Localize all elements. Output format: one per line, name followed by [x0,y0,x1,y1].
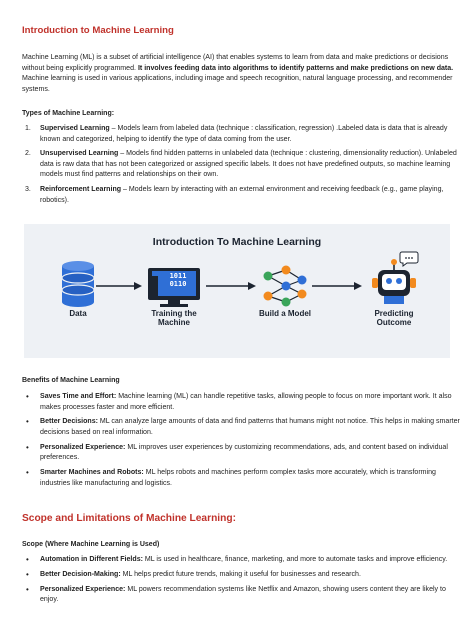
list-item [22,185,462,206]
robot-icon [372,252,418,304]
arrow-icon [96,282,142,290]
intro-paragraph [22,53,460,95]
list-item-desc: – Models learn from labeled data (technique : classification, regression) .Labeled data is data that is already known and categorized, helping to identify the type of data coming from the user. [40,125,448,143]
list-item-term: Unsupervised Learning [40,150,119,158]
scope-list [22,555,462,610]
list-item-term: Reinforcement Learning [40,185,122,193]
bullet: • [26,392,29,401]
list-item [22,585,462,606]
benefits-heading: Benefits of Machine Learning [22,377,120,384]
list-item-desc: – Models learn by interacting with an external environment and receiving feedback (e.g., game playing, robotics). [40,185,444,204]
section-title: Scope and Limitations of Machine Learning: [22,513,236,524]
list-item [22,468,462,489]
list-item-term: Better Decision-Making: [40,570,121,578]
list-item [22,443,462,464]
list-item [22,149,462,181]
types-heading: Types of Machine Learning: [22,110,115,117]
network-icon [264,266,307,307]
list-item-desc: ML powers recommendation systems like Netflix and Amazon, showing users content they are likely to enjoy. [40,585,446,604]
list-item-term: Automation in Different Fields: [40,556,143,563]
stage-label: Data [69,309,87,318]
list-item-desc: – Models find hidden patterns in unlabeled data (technique : clustering, dimensionality reduction). Unlabeled data is raw data that has not been categorized or assigned specific labels. It does not have predefined outputs, so machine learning models must find patterns and relationships on their own. [40,150,457,179]
list-item [22,124,462,145]
stage-label: Training the Machine [151,309,197,327]
list-item-desc: ML can analyze large amounts of data and find patterns that humans might not notice. This helps in making smarter decisions based on real information. [40,418,460,436]
diagram-title: Introduction To Machine Learning [152,236,322,248]
intro-bold-text: It involves feeding data into algorithms to identify patterns and make predictions on new data. [137,64,454,72]
list-number: 3. [25,185,31,193]
list-item-term: Better Decisions: [40,418,98,426]
bullet: • [26,584,29,594]
intro-text: Machine Learning (ML) is a subset of artificial intelligence (AI) that enables systems to learn from data and make predictions or decisions without being explicitly programmed. [22,54,449,72]
binary-line: 1011 [169,272,187,280]
page-title: Introduction to Machine Learning [22,25,174,36]
list-item-term: Personalized Experience: [40,443,126,451]
list-item-desc: ML improves user experiences by customizing recommendations, ads, and content based on individual preferences. [40,443,448,462]
types-list [22,124,462,210]
diagram-graphics [24,224,450,358]
list-item [22,555,462,566]
bullet: • [26,417,29,427]
list-item [22,392,462,413]
bullet: • [26,468,29,478]
intro-text-end: Machine learning is used in various applications, including image and speech recognition, natural language processing, and recommender systems. [22,75,453,93]
binary-readout [160,272,196,288]
stage-label: Predicting Outcome [374,309,414,327]
benefits-list [22,392,462,494]
list-item-term: Supervised Learning [40,125,110,132]
scope-heading: Scope (Where Machine Learning is Used) [22,541,160,548]
list-number: 1. [25,125,31,132]
stage-label: Build a Model [259,309,311,318]
list-item-term: Saves Time and Effort: [40,393,117,400]
bullet: • [26,569,29,579]
arrow-icon [206,282,256,290]
list-item [22,417,462,438]
arrow-icon [312,282,362,290]
list-item-desc: ML helps robots and machines perform complex tasks more accurately, which is transforming industries like manufacturing and logistics. [40,469,436,487]
list-item-desc: ML is used in healthcare, finance, marketing, and more to automate tasks and improve efficiency. [142,556,448,563]
bullet: • [26,442,29,452]
bullet: • [26,555,29,564]
list-item-desc: Machine learning (ML) can handle repetitive tasks, allowing people to focus on more important work. It also makes processes faster and more efficient. [40,393,452,411]
list-number: 2. [25,150,31,158]
binary-line: 0110 [169,280,187,288]
database-icon [62,261,94,307]
ml-diagram [24,224,450,358]
list-item-term: Personalized Experience: [40,585,126,593]
list-item-term: Smarter Machines and Robots: [40,469,144,477]
list-item [22,570,462,581]
list-item-desc: ML helps predict future trends, making it useful for businesses and research. [120,570,361,578]
